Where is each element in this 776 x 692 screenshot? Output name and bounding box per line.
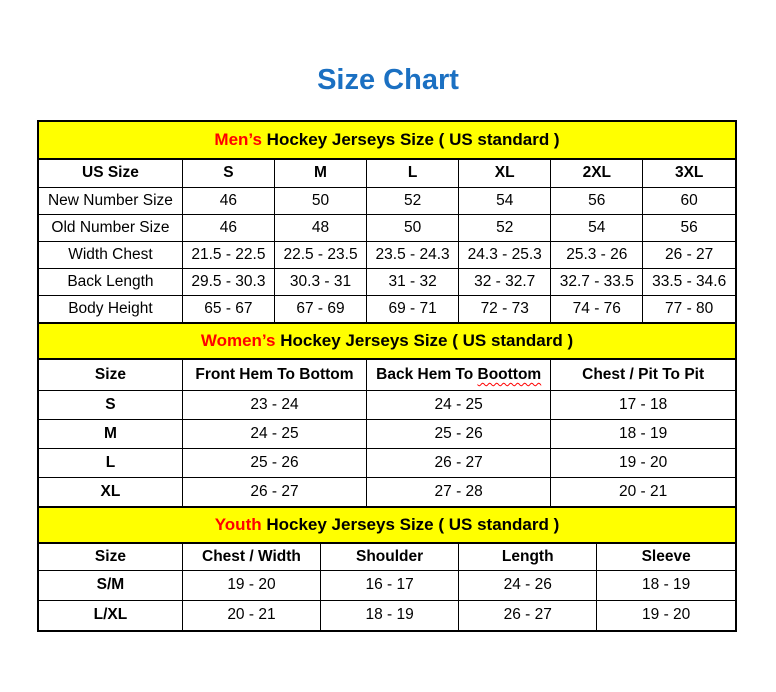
header-cell: Length [459,544,597,570]
data-cell: 48 [274,214,366,241]
youth-section-highlight: Youth [214,515,262,534]
row-label: L [39,448,182,477]
header-cell: Size [39,544,182,570]
header-cell: 3XL [643,160,735,187]
womens-section-header [39,322,735,360]
data-cell: 26 - 27 [643,241,735,268]
size-chart [37,120,737,632]
table-row [39,268,735,295]
table-row [39,477,735,506]
youth-size-table [39,544,735,630]
data-cell: 24 - 25 [182,419,366,448]
data-cell: 24.3 - 25.3 [459,241,551,268]
data-cell: 56 [643,214,735,241]
data-cell: 18 - 19 [597,570,735,600]
womens-section-title: Hockey Jerseys Size ( US standard ) [275,331,574,350]
header-cell: 2XL [551,160,643,187]
data-cell: 67 - 69 [274,295,366,322]
data-cell: 22.5 - 23.5 [274,241,366,268]
row-label: Back Length [39,268,182,295]
data-cell: 74 - 76 [551,295,643,322]
row-label: XL [39,477,182,506]
data-cell: 50 [367,214,459,241]
youth-header-row [39,544,735,570]
mens-section-highlight: Men’s [214,130,262,149]
data-cell: 54 [551,214,643,241]
mens-section-title: Hockey Jerseys Size ( US standard ) [261,130,560,149]
table-row [39,419,735,448]
table-row [39,295,735,322]
table-row [39,390,735,419]
mens-header-row [39,160,735,187]
mens-size-table [39,160,735,322]
womens-header-row [39,360,735,390]
data-cell: 56 [551,187,643,214]
row-label: New Number Size [39,187,182,214]
data-cell: 20 - 21 [182,600,320,630]
misspelled-word: Boottom [477,365,542,383]
youth-section-header [39,506,735,544]
data-cell: 27 - 28 [367,477,551,506]
table-row [39,600,735,630]
row-label: M [39,419,182,448]
data-cell: 29.5 - 30.3 [182,268,274,295]
data-cell: 19 - 20 [551,448,735,477]
womens-size-table [39,360,735,506]
womens-section-highlight: Women’s [200,331,276,350]
data-cell: 18 - 19 [551,419,735,448]
header-cell: Front Hem To Bottom [182,360,366,390]
data-cell: 65 - 67 [182,295,274,322]
header-cell: XL [459,160,551,187]
data-cell: 24 - 25 [367,390,551,419]
data-cell: 19 - 20 [182,570,320,600]
row-label: Width Chest [39,241,182,268]
data-cell: 46 [182,187,274,214]
data-cell: 50 [274,187,366,214]
data-cell: 52 [367,187,459,214]
table-row [39,187,735,214]
data-cell: 17 - 18 [551,390,735,419]
data-cell: 25.3 - 26 [551,241,643,268]
row-label: S/M [39,570,182,600]
header-cell: L [367,160,459,187]
table-row [39,214,735,241]
data-cell: 18 - 19 [321,600,459,630]
data-cell: 69 - 71 [367,295,459,322]
header-cell: Size [39,360,182,390]
row-label: Body Height [39,295,182,322]
data-cell: 23 - 24 [182,390,366,419]
data-cell: 31 - 32 [367,268,459,295]
header-cell: Chest / Width [182,544,320,570]
data-cell: 52 [459,214,551,241]
row-label: L/XL [39,600,182,630]
data-cell: 16 - 17 [321,570,459,600]
header-cell: Chest / Pit To Pit [551,360,735,390]
data-cell: 60 [643,187,735,214]
header-cell: Shoulder [321,544,459,570]
page-title: Size Chart [317,64,459,96]
table-row [39,570,735,600]
data-cell: 32 - 32.7 [459,268,551,295]
row-label: Old Number Size [39,214,182,241]
header-cell-text: Back Hem To [376,365,478,383]
youth-section-title: Hockey Jerseys Size ( US standard ) [261,515,560,534]
data-cell: 26 - 27 [459,600,597,630]
data-cell: 25 - 26 [182,448,366,477]
table-row [39,448,735,477]
data-cell: 23.5 - 24.3 [367,241,459,268]
data-cell: 33.5 - 34.6 [643,268,735,295]
data-cell: 19 - 20 [597,600,735,630]
data-cell: 21.5 - 22.5 [182,241,274,268]
header-cell: Sleeve [597,544,735,570]
data-cell: 20 - 21 [551,477,735,506]
header-cell: US Size [39,160,182,187]
row-label: S [39,390,182,419]
header-cell: S [182,160,274,187]
data-cell: 24 - 26 [459,570,597,600]
data-cell: 25 - 26 [367,419,551,448]
data-cell: 72 - 73 [459,295,551,322]
data-cell: 46 [182,214,274,241]
data-cell: 26 - 27 [182,477,366,506]
header-cell [367,360,551,390]
mens-section-header [39,122,735,160]
table-row [39,241,735,268]
header-cell: M [274,160,366,187]
data-cell: 54 [459,187,551,214]
data-cell: 32.7 - 33.5 [551,268,643,295]
data-cell: 30.3 - 31 [274,268,366,295]
data-cell: 77 - 80 [643,295,735,322]
data-cell: 26 - 27 [367,448,551,477]
